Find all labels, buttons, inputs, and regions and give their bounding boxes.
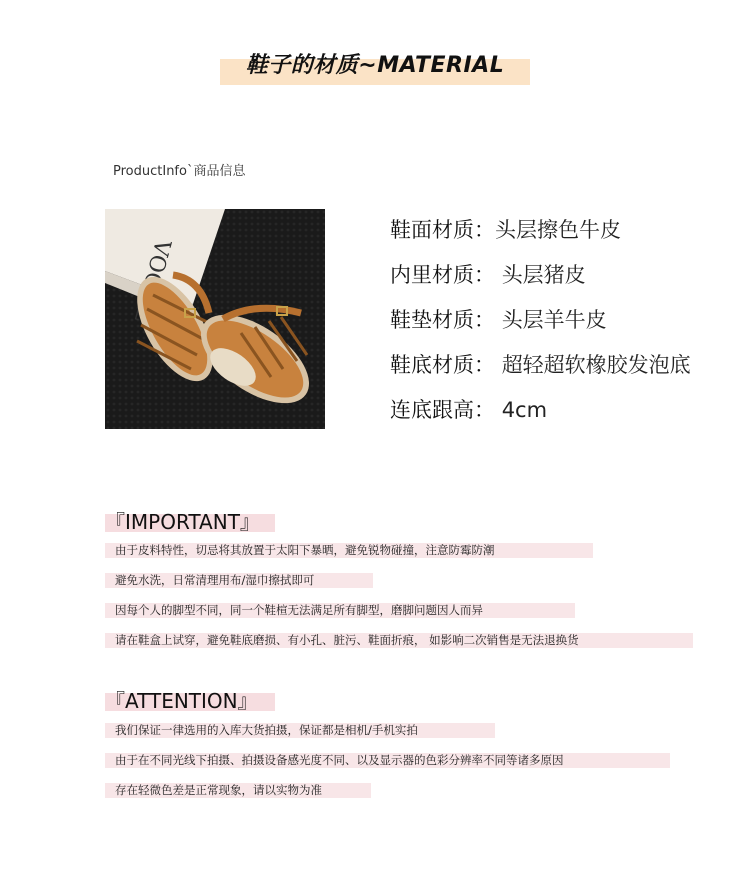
spec-label: 鞋底材质： [390,353,495,377]
important-note [105,632,579,648]
attention-title: 『ATTENTION』 [105,689,258,713]
attention-note [105,752,564,768]
note-text: 由于皮料特性，切忌将其放置于太阳下暴晒，避免锐物碰撞，注意防霉防潮 [115,543,495,557]
note-text: 避免水洗，日常清理用布/湿巾擦拭即可 [115,573,315,587]
page-title: 鞋子的材质~MATERIAL [245,53,505,78]
important-note [105,602,483,618]
spec-label: 鞋垫材质： [390,308,495,332]
spec-row [390,348,691,393]
attention-heading [105,689,258,713]
product-photo-svg [105,209,325,429]
important-note [105,572,314,588]
note-text: 由于在不同光线下拍摄、拍摄设备感光度不同、以及显示器的色彩分辨率不同等诸多原因 [115,753,564,767]
spec-label: 连底跟高： [390,398,495,422]
spec-list [390,213,691,438]
spec-label: 鞋面材质： [390,218,495,242]
note-text: 请在鞋盒上试穿，避免鞋底磨损、有小孔、脏污、鞋面折痕， 如影响二次销售是无法退换货 [115,633,579,647]
note-text: 我们保证一律选用的入库大货拍摄，保证都是相机/手机实拍 [115,723,418,737]
important-heading [105,510,260,534]
product-photo [105,209,325,429]
spec-label: 内里材质： [390,263,495,287]
spec-value: 超轻超软橡胶发泡底 [501,353,691,377]
product-info-label: ProductInfo`商品信息 [113,164,246,179]
spec-value: 4cm [501,398,548,422]
important-title: 『IMPORTANT』 [105,510,260,534]
spec-row [390,258,691,303]
spec-value: 头层羊牛皮 [501,308,607,332]
attention-note [105,722,418,738]
important-note [105,542,495,558]
spec-row [390,213,691,258]
spec-row [390,303,691,348]
note-text: 因每个人的脚型不同，同一个鞋楦无法满足所有脚型，磨脚问题因人而异 [115,603,483,617]
spec-row [390,393,691,438]
attention-note [105,782,322,798]
spec-value: 头层猪皮 [501,263,586,287]
spec-value: 头层擦色牛皮 [495,218,621,242]
note-text: 存在轻微色差是正常现象，请以实物为准 [115,783,322,797]
